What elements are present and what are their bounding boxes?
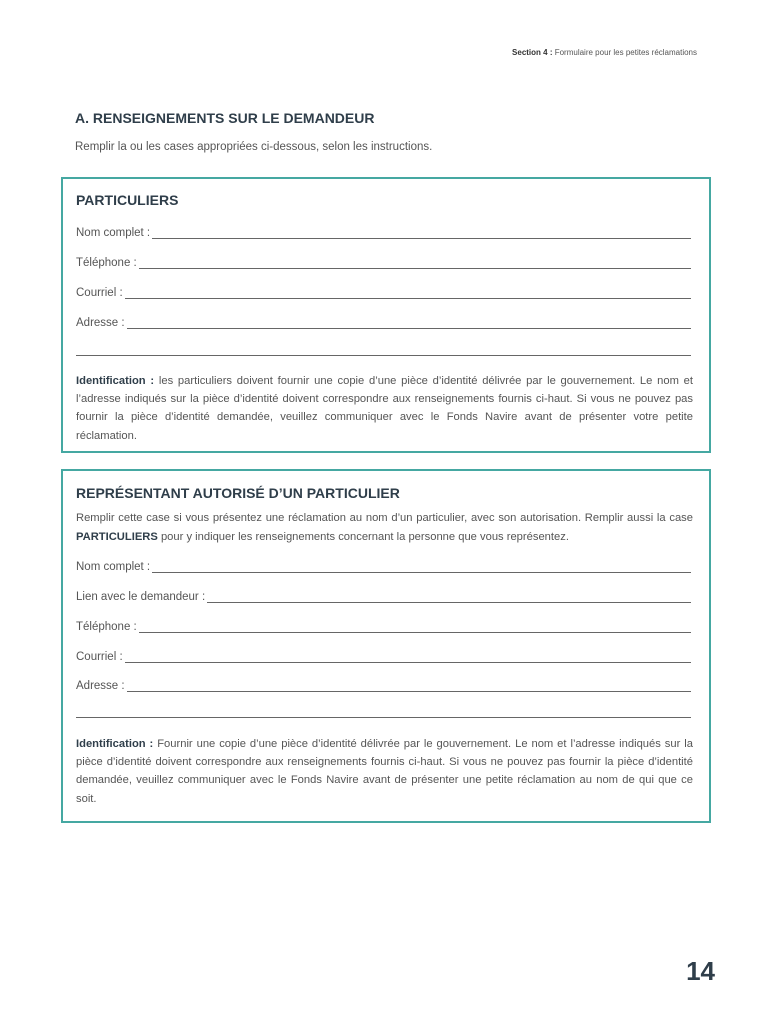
telephone-input-line[interactable] (139, 257, 691, 269)
field-label: Adresse : (76, 317, 125, 329)
field-label: Courriel : (76, 287, 123, 299)
courriel-input-line[interactable] (125, 287, 691, 299)
particuliers-title: PARTICULIERS (76, 192, 179, 208)
representant-adresse-field[interactable] (76, 676, 691, 692)
representant-lien-field[interactable] (76, 587, 691, 603)
representant-telephone-field[interactable] (76, 617, 691, 633)
identification-text: les particuliers doivent fournir une copie d’une pièce d’identité délivrée par le gouvernement. Le nom et l’adresse indiqués sur la pièce d’identité doivent correspondre aux renseignements fournis ci-haut. Si vous ne pouvez pas fournir la pièce d’identité demandée, veuillez communiquer avec le Fonds Navire avant de présenter votre petite réclamation. (76, 375, 693, 442)
representant-identification-note (76, 735, 693, 808)
intro-bold-particuliers: PARTICULIERS (76, 530, 158, 543)
particuliers-nom-field[interactable] (76, 223, 691, 239)
representant-courriel-field[interactable] (76, 647, 691, 663)
particuliers-box (61, 177, 711, 453)
page-number: 14 (686, 956, 715, 986)
adresse-continuation-line[interactable] (76, 717, 691, 718)
particuliers-adresse-field[interactable] (76, 313, 691, 329)
intro-text-after: pour y indiquer les renseignements concernant la personne que vous représentez. (157, 530, 569, 543)
particuliers-telephone-field[interactable] (76, 253, 691, 269)
representant-title: REPRÉSENTANT AUTORISÉ D’UN PARTICULIER (76, 485, 400, 501)
nom-complet-input-line[interactable] (152, 227, 691, 239)
field-label: Lien avec le demandeur : (76, 591, 206, 603)
particuliers-courriel-field[interactable] (76, 283, 691, 299)
identification-text: Fournir une copie d’une pièce d’identité délivrée par le gouvernement. Le nom et l’adresse indiqués sur la pièce d’identité doivent correspondre aux renseignements fournis ci-haut. Si vous ne pouvez pas fournir la pièce d’identité demandée, veuillez communiquer avec le Fonds Navire avant de présenter une petite réclamation au nom de qui que ce soit. (76, 738, 693, 805)
intro-text-before: Remplir cette case si vous présentez une réclamation au nom d’un particulier, avec son autorisation. Remplir aussi la case (76, 512, 693, 524)
section-title: A. RENSEIGNEMENTS SUR LE DEMANDEUR (75, 110, 375, 126)
header-section-title: Formulaire pour les petites réclamations (554, 48, 697, 57)
telephone-input-line[interactable] (139, 621, 691, 633)
field-label: Courriel : (76, 651, 123, 663)
field-label: Nom complet : (76, 561, 151, 573)
page-header (512, 48, 697, 57)
field-label: Téléphone : (76, 257, 137, 269)
header-section-label: Section 4 : (512, 48, 553, 57)
representant-intro (76, 509, 693, 546)
particuliers-identification-note (76, 372, 693, 445)
identification-label: Identification : (76, 738, 154, 750)
identification-label: Identification : (76, 375, 155, 387)
field-label: Nom complet : (76, 227, 151, 239)
nom-complet-input-line[interactable] (152, 561, 691, 573)
courriel-input-line[interactable] (125, 651, 691, 663)
field-label: Téléphone : (76, 621, 137, 633)
representant-box (61, 469, 711, 823)
adresse-continuation-line[interactable] (76, 355, 691, 356)
field-label: Adresse : (76, 680, 125, 692)
section-intro: Remplir la ou les cases appropriées ci-dessous, selon les instructions. (75, 141, 433, 153)
representant-nom-field[interactable] (76, 557, 691, 573)
adresse-input-line[interactable] (127, 680, 691, 692)
lien-input-line[interactable] (207, 591, 691, 603)
adresse-input-line[interactable] (127, 317, 691, 329)
